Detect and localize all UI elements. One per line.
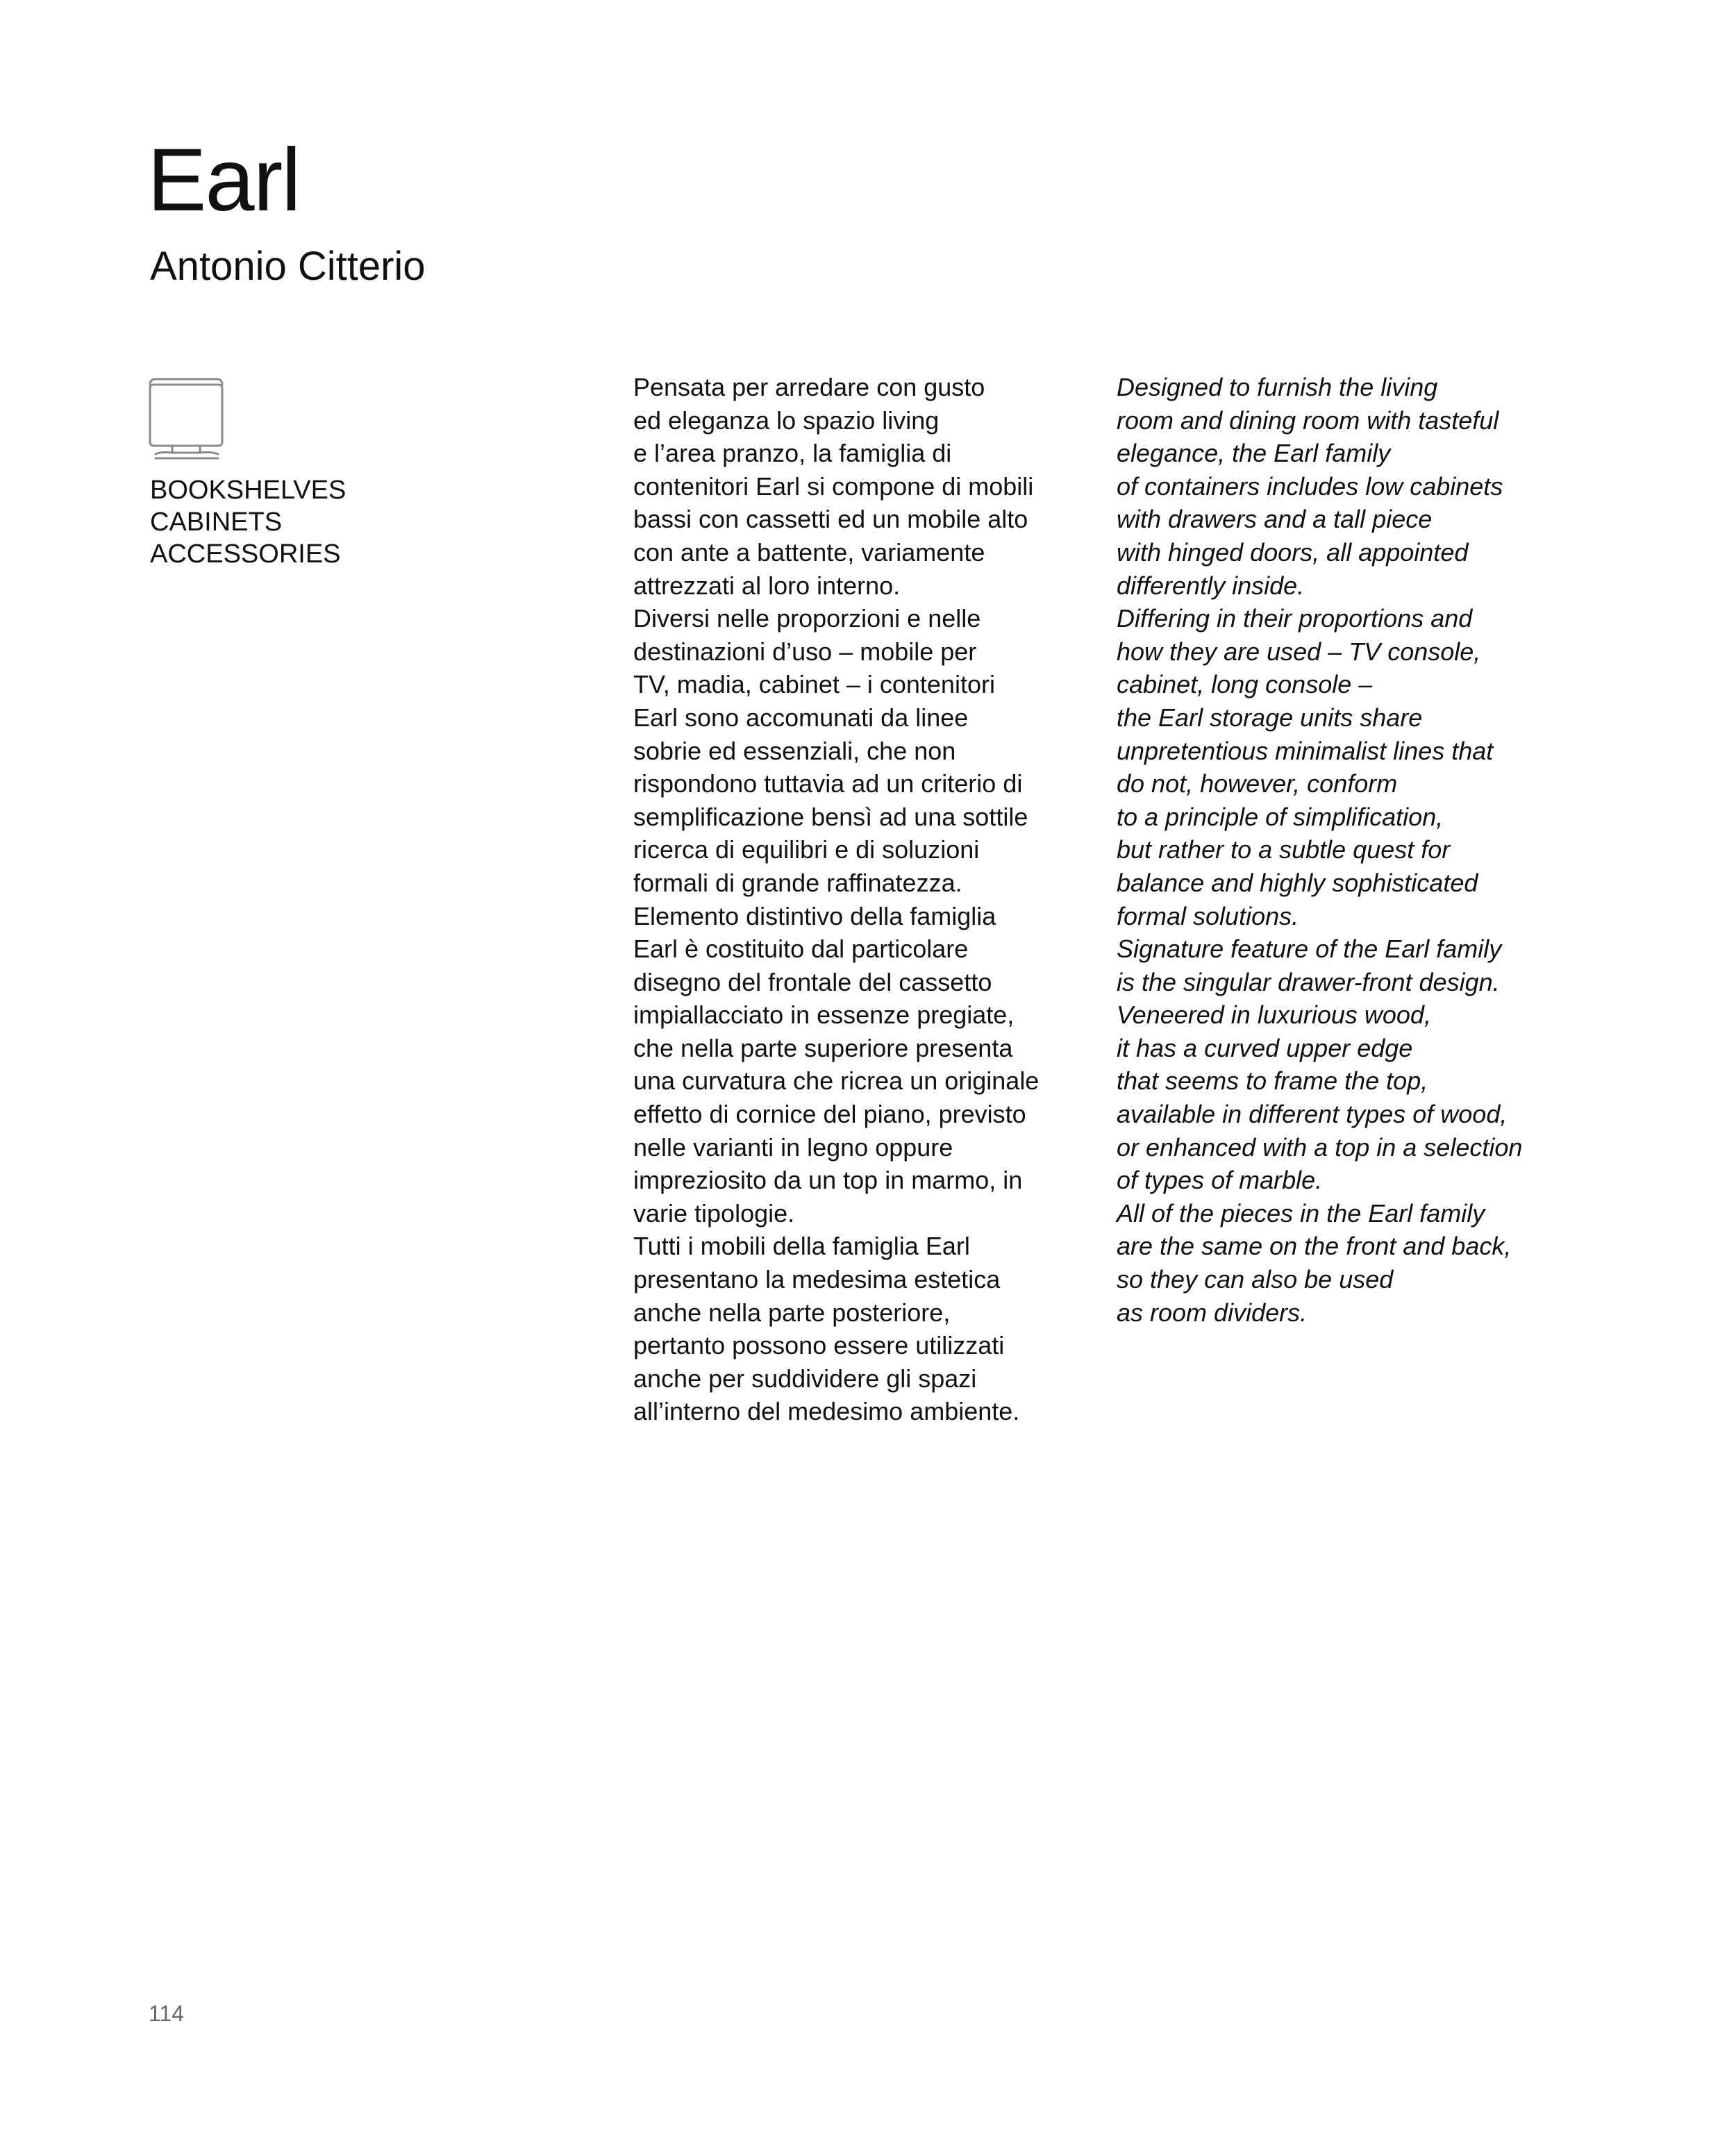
page-number: 114 xyxy=(149,2001,185,2026)
cabinet-outline-icon xyxy=(147,376,225,462)
designer-name: Antonio Citterio xyxy=(150,244,426,289)
category-item-bookshelves: BOOKSHELVES xyxy=(150,476,347,505)
description-english: Designed to furnish the living room and dining room with tasteful elegance, the Earl family of containers includes low cabinets with drawers and a tall piece with hinged doors, all appointed differently inside. Differing in their proportions and how they are used – TV console, cabinet, long console – the Earl storage units share unpretentious minimalist lines that do not, however, conform to a principle of simplification, but rather to a subtle quest for balance and highly sophisticated formal solutions. Signature feature of the Earl family is the singular drawer-front design. Veneered in luxurious wood, it has a curved upper edge that seems to frame the top, available in different types of wood, or enhanced with a top in a selection of types of marble. All of the pieces in the Earl family are the same on the front and back, so they can also be used as room dividers. xyxy=(1117,373,1523,1327)
category-list xyxy=(150,474,346,570)
category-item-accessories: ACCESSORIES xyxy=(150,539,341,569)
category-item-cabinets: CABINETS xyxy=(150,508,283,537)
page-title: Earl xyxy=(147,131,300,230)
description-italian: Pensata per arredare con gusto ed eleganza lo spazio living e l’area pranzo, la famiglia di contenitori Earl si compone di mobili bassi con cassetti ed un mobile alto con ante a battente, variamente attrezzati al loro interno. Diversi nelle proporzioni e nelle destinazioni d’uso – mobile per TV, madia, cabinet – i contenitori Earl sono accomunati da linee sobrie ed essenziali, che non rispondono tuttavia ad un criterio di semplificazione bensì ad una sottile ricerca di equilibri e di soluzioni formali di grande raffinatezza. Elemento distintivo della famiglia Earl è costituito dal particolare disegno del frontale del cassetto impiallacciato in essenze pregiate, che nella parte superiore presenta una curvatura che ricrea un originale effetto di cornice del piano, previsto nelle varianti in legno oppure impreziosito da un top in marmo, in varie tipologie. Tutti i mobili della famiglia Earl presentano la medesima estetica anche nella parte posteriore, pertanto possono essere utilizzati anche per suddividere gli spazi all’interno del medesimo ambiente. xyxy=(633,373,1040,1426)
